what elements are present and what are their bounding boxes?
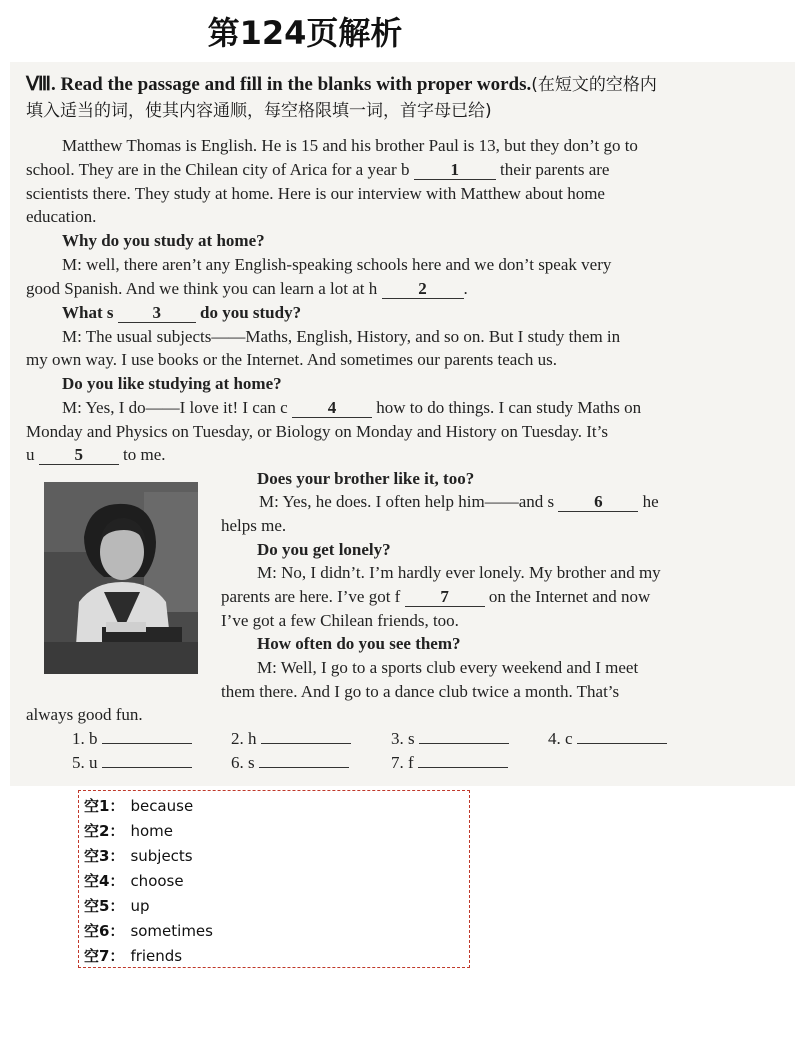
passage-text: how to do things. I can study Maths on <box>376 398 642 417</box>
interview-question: Do you get lonely? <box>257 540 391 559</box>
answer-line-5: 5. u <box>72 751 192 774</box>
answer-text: home <box>130 822 173 840</box>
passage-text: M: Yes, I do——I love it! I can c <box>62 398 288 417</box>
blank-4: 4 <box>292 399 372 418</box>
interview-question <box>62 301 301 324</box>
passage-line <box>26 277 468 300</box>
passage-line: Matthew Thomas is English. He is 15 and his brother Paul is 13, but they don’t go to <box>62 136 638 155</box>
passage-line: Monday and Physics on Tuesday, or Biology on Monday and History on Tuesday. It’s <box>26 422 608 441</box>
answer-line-1: 1. b <box>72 727 192 750</box>
answer-item <box>84 820 469 845</box>
heading-chinese-2: 填入适当的词，使其内容通顺，每空格限填一词，首字母已给) <box>26 101 492 121</box>
passage-line <box>62 396 641 419</box>
interview-question: Does your brother like it, too? <box>257 469 475 488</box>
passage-line: M: Well, I go to a sports club every weekend and I meet <box>257 658 639 677</box>
passage-text: parents are here. I’ve got f <box>221 587 401 606</box>
answer-text: up <box>130 897 150 915</box>
interview-question: Do you like studying at home? <box>62 374 282 393</box>
passage-text: he <box>642 492 659 511</box>
heading-english: Ⅷ. Read the passage and fill in the blanks with proper words. <box>26 74 532 95</box>
passage-line <box>221 585 650 608</box>
answer-key-box <box>78 790 470 968</box>
answer-item <box>84 845 469 870</box>
passage-text: M: Yes, he does. I often help him——and s <box>259 492 555 511</box>
answer-line-4: 4. c <box>548 727 667 750</box>
answer-label: 空4： <box>84 872 125 890</box>
answer-text: friends <box>130 947 183 965</box>
answer-item <box>84 870 469 895</box>
answer-text: subjects <box>130 847 193 865</box>
blank-1: 1 <box>414 161 496 180</box>
blank-7: 7 <box>405 588 485 607</box>
answer-label: 空7： <box>84 947 125 965</box>
answer-item <box>84 920 469 945</box>
answer-label: 空6： <box>84 922 125 940</box>
answer-label: 空2： <box>84 822 125 840</box>
passage-line: them there. And I go to a dance club twice a month. That’s <box>221 682 620 701</box>
photo-illustration <box>44 482 198 674</box>
passage-line: M: No, I didn’t. I’m hardly ever lonely. My brother and my <box>257 563 661 582</box>
answer-item <box>84 795 469 820</box>
blank-5: 5 <box>39 446 119 465</box>
passage-text: good Spanish. And we think you can learn a lot at h <box>26 279 378 298</box>
passage-line: my own way. I use books or the Internet. And sometimes our parents teach us. <box>26 350 557 369</box>
scanned-exercise <box>10 62 795 786</box>
answer-item <box>84 895 469 920</box>
passage-line <box>26 443 166 466</box>
passage-text: to me. <box>123 445 166 464</box>
passage-text: their parents are <box>499 160 610 179</box>
answer-line-6: 6. s <box>231 751 349 774</box>
passage-line: scientists there. They study at home. Here is our interview with Matthew about home <box>26 184 605 203</box>
answer-line-2: 2. h <box>231 727 351 750</box>
interview-question: Why do you study at home? <box>62 231 265 250</box>
page-title: 第124页解析 <box>207 14 403 52</box>
passage-line: I’ve got a few Chilean friends, too. <box>221 611 459 630</box>
answer-label: 空5： <box>84 897 125 915</box>
answer-line-3: 3. s <box>391 727 509 750</box>
blank-3: 3 <box>118 304 196 323</box>
question-text: do you study? <box>199 303 302 322</box>
answer-text: because <box>130 797 194 815</box>
passage-text: u <box>26 445 35 464</box>
passage-line: helps me. <box>221 516 287 535</box>
passage-line: M: well, there aren’t any English-speaking schools here and we don’t speak very <box>62 255 612 274</box>
heading-chinese-1: (在短文的空格内 <box>531 75 657 95</box>
answer-line-7: 7. f <box>391 751 508 774</box>
answer-text: choose <box>130 872 184 890</box>
exercise-heading <box>26 72 766 124</box>
passage-line <box>26 158 609 181</box>
answer-label: 空3： <box>84 847 125 865</box>
answer-label: 空1： <box>84 797 125 815</box>
answer-text: sometimes <box>130 922 213 940</box>
interview-question: How often do you see them? <box>257 634 461 653</box>
passage-line: M: The usual subjects——Maths, English, History, and so on. But I study them in <box>62 327 621 346</box>
passage-text: on the Internet and now <box>488 587 651 606</box>
passage-text: . <box>463 279 468 298</box>
student-photo <box>44 482 198 674</box>
passage-line: education. <box>26 207 97 226</box>
passage-line <box>259 490 659 513</box>
question-text: What s <box>62 303 114 322</box>
passage-line: always good fun. <box>26 705 143 724</box>
blank-2: 2 <box>382 280 464 299</box>
passage-text: school. They are in the Chilean city of Arica for a year b <box>26 160 410 179</box>
answer-item <box>84 945 469 970</box>
blank-6: 6 <box>558 493 638 512</box>
